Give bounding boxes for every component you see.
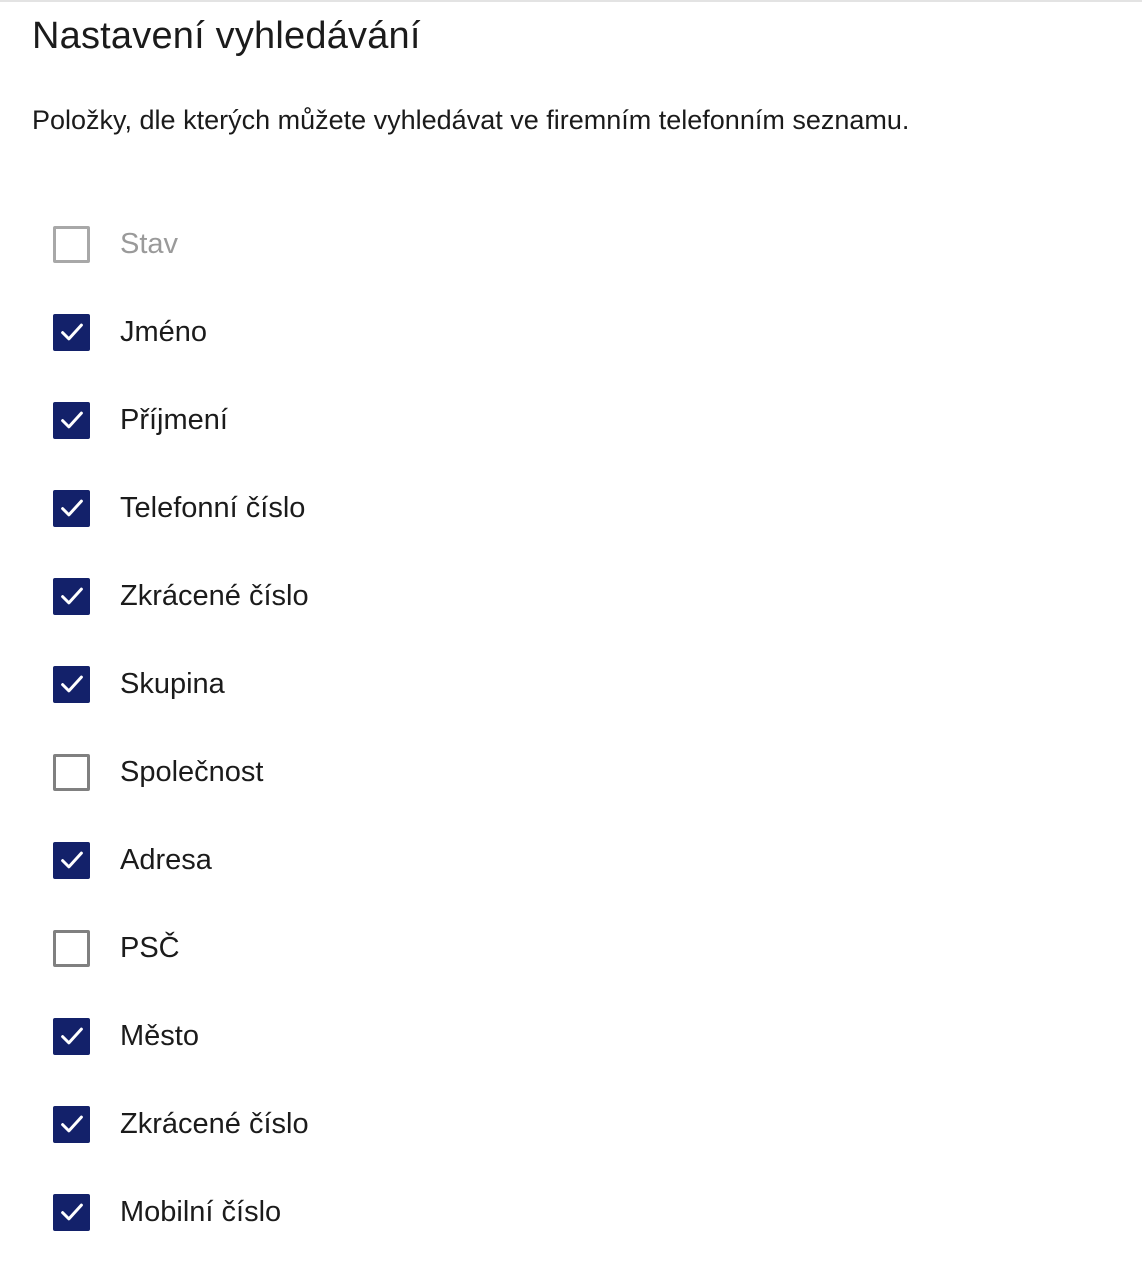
option-label: Město: [120, 1020, 199, 1052]
checkbox[interactable]: [53, 578, 90, 615]
option-zkracene-cislo[interactable]: [53, 552, 309, 640]
checkbox[interactable]: [53, 930, 90, 967]
top-divider: [0, 0, 1142, 2]
check-icon: [57, 1109, 87, 1139]
check-icon: [57, 669, 87, 699]
option-mesto[interactable]: [53, 992, 309, 1080]
checkbox[interactable]: [53, 1194, 90, 1231]
checkbox[interactable]: [53, 666, 90, 703]
checkbox[interactable]: [53, 754, 90, 791]
check-icon: [57, 1197, 87, 1227]
page-title: Nastavení vyhledávání: [32, 15, 421, 57]
check-icon: [57, 493, 87, 523]
checkbox[interactable]: [53, 1018, 90, 1055]
checkbox[interactable]: [53, 314, 90, 351]
option-label: Jméno: [120, 316, 208, 348]
option-spolecnost[interactable]: [53, 728, 309, 816]
option-zkracene-cislo-2[interactable]: [53, 1080, 309, 1168]
checkbox[interactable]: [53, 402, 90, 439]
check-icon: [57, 1021, 87, 1051]
check-icon: [57, 581, 87, 611]
page-description: Položky, dle kterých můžete vyhledávat ve firemním telefonním seznamu.: [32, 105, 910, 135]
checkbox[interactable]: [53, 490, 90, 527]
check-icon: [57, 405, 87, 435]
option-label: Příjmení: [120, 404, 228, 436]
option-label: Zkrácené číslo: [120, 580, 309, 612]
checkbox: [53, 226, 90, 263]
option-telefonni-cislo[interactable]: [53, 464, 309, 552]
option-label: Telefonní číslo: [120, 492, 306, 524]
option-label: Mobilní číslo: [120, 1196, 282, 1228]
option-label: Zkrácené číslo: [120, 1108, 309, 1140]
option-adresa[interactable]: [53, 816, 309, 904]
option-label: Skupina: [120, 668, 225, 700]
option-jmeno[interactable]: [53, 288, 309, 376]
check-icon: [57, 845, 87, 875]
option-label: PSČ: [120, 932, 180, 964]
option-label: Adresa: [120, 844, 212, 876]
option-stav: [53, 200, 309, 288]
option-skupina[interactable]: [53, 640, 309, 728]
option-prijmeni[interactable]: [53, 376, 309, 464]
option-psc[interactable]: [53, 904, 309, 992]
check-icon: [57, 317, 87, 347]
checkbox[interactable]: [53, 842, 90, 879]
option-label: Stav: [120, 228, 179, 260]
checkbox[interactable]: [53, 1106, 90, 1143]
search-options-list: [53, 200, 309, 1256]
option-mobilni-cislo[interactable]: [53, 1168, 309, 1256]
option-label: Společnost: [120, 756, 264, 788]
